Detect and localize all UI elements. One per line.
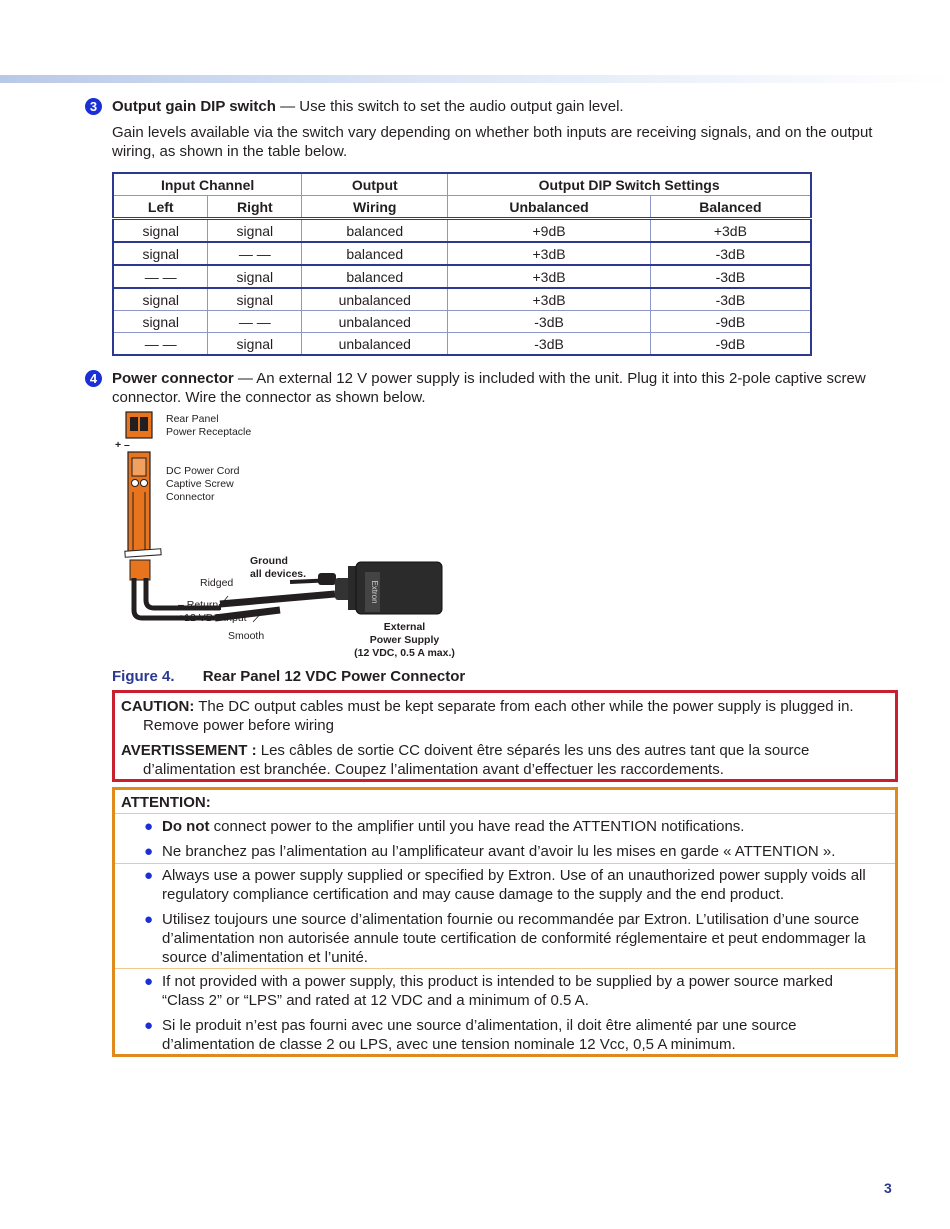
table-cell: +3dB [448, 242, 650, 265]
supply-label: External Power Supply (12 VDC, 0.5 A max.) [354, 621, 455, 659]
attention-b3-text: Always use a power supply supplied or specified by Extron. Use of an unauthorized power supply voids all regulatory compliance certification and may cause damage to the supply and the end product. [162, 867, 866, 903]
table-cell: balanced [302, 219, 448, 243]
ground-plug [318, 573, 336, 585]
table-cell: +3dB [448, 288, 650, 311]
table-row [113, 219, 811, 243]
table-row [113, 265, 811, 288]
attention-label: ATTENTION: [121, 794, 211, 811]
page-number: 3 [884, 1180, 892, 1196]
table-cell: -3dB [650, 265, 811, 288]
figure-caption [112, 668, 465, 685]
section-4-paragraph [112, 369, 892, 407]
gain-settings-table [112, 172, 812, 356]
return-input-label: – Return +12 VDC input [178, 599, 247, 624]
table-row [113, 311, 811, 333]
power-connector-figure [115, 410, 465, 660]
table-row [113, 288, 811, 311]
table-cell: +9dB [448, 219, 650, 243]
section-3-intro: — Use this switch to set the audio output gain level. [275, 98, 624, 115]
rear-panel-label: Rear Panel Power Receptacle [166, 413, 252, 438]
callout-number-4: 4 [85, 370, 102, 387]
table-cell: -3dB [448, 333, 650, 356]
col-unbalanced: Unbalanced [448, 196, 650, 219]
table-cell: — — [208, 242, 302, 265]
rear-panel-receptacle [126, 412, 152, 438]
section-4-text: — An external 12 V power supply is included with the unit. Plug it into this 2-pole captive screw connector. Wire the connector as shown below. [112, 370, 866, 406]
table-cell: -3dB [650, 288, 811, 311]
table-cell: balanced [302, 265, 448, 288]
smooth-label: Smooth [228, 630, 265, 642]
attention-b6-text: Si le produit n’est pas fourni avec une source d’alimentation, il doit être alimenté par une source d’alimentation de classe 2 ou LPS, avec une tension nominale 12 Vcc, 0,5 A minimum. [162, 1017, 797, 1053]
list-item: ● Ne branchez pas l’alimentation au l’amplificateur avant d’avoir lu les mises en garde « ATTENTION ». [144, 843, 836, 860]
avertissement-label: AVERTISSEMENT : [121, 742, 257, 759]
list-item: ● Si le produit n’est pas fourni avec une source d’alimentation, il doit être alimenté par une source d’alimentation de classe 2 ou LPS, avec une tension nominale 12 Vcc, 0,5 A minimum. [144, 1017, 797, 1053]
attention-b1-text: connect power to the amplifier until you have read the ATTENTION notifications. [209, 818, 745, 835]
col-group-dip-settings: Output DIP Switch Settings [448, 173, 811, 196]
table-row [113, 242, 811, 265]
table-cell: — — [208, 311, 302, 333]
list-item: ● If not provided with a power supply, this product is intended to be supplied by a power source marked “Class 2” or “LPS” and rated at 12 VDC and a minimum of 0.5 A. [144, 973, 833, 1009]
list-item: ● Do not connect power to the amplifier until you have read the ATTENTION notifications. [144, 818, 745, 835]
table-cell: signal [208, 288, 302, 311]
callout-number-3: 3 [85, 98, 102, 115]
list-item: ● Always use a power supply supplied or specified by Extron. Use of an unauthorized power supply voids all regulatory compliance certification and may cause damage to the supply and the end product. [144, 867, 866, 903]
avertissement-text: Les câbles de sortie CC doivent être séparés les uns des autres tant que la source d’alimentation est branchée. Coupez l’alimentation avant d’effectuer les raccordements. [143, 742, 810, 778]
table-cell: signal [113, 311, 208, 333]
table-cell: unbalanced [302, 333, 448, 356]
caution-label: CAUTION: [121, 698, 195, 715]
ridged-label: Ridged [200, 577, 234, 589]
table-cell: -3dB [448, 311, 650, 333]
table-cell: — — [113, 265, 208, 288]
table-cell: -9dB [650, 311, 811, 333]
section-3-heading [112, 97, 892, 116]
col-left: Left [113, 196, 208, 219]
col-group-input-channel: Input Channel [113, 173, 302, 196]
caution-box [112, 690, 898, 782]
section-3-paragraph: Gain levels available via the switch vary depending on whether both inputs are receiving signals, and on the output wiring, as shown in the table below. [112, 124, 873, 160]
table-cell: balanced [302, 242, 448, 265]
table-cell: signal [113, 288, 208, 311]
table-cell: unbalanced [302, 288, 448, 311]
table-cell: signal [208, 219, 302, 243]
figure-number: Figure 4. [112, 668, 175, 685]
table-cell: signal [113, 242, 208, 265]
caution-en [121, 697, 885, 735]
supply-brand-label: Extron [370, 580, 379, 604]
caution-fr [121, 741, 885, 779]
section-3-title: Output gain DIP switch [112, 98, 276, 115]
table-cell: — — [113, 333, 208, 356]
col-group-output: Output [302, 173, 448, 196]
table-cell: unbalanced [302, 311, 448, 333]
table-sub-header-row [113, 196, 811, 219]
table-cell: signal [113, 219, 208, 243]
table-cell: -3dB [650, 242, 811, 265]
attention-box [112, 787, 898, 1057]
attention-b5-text: If not provided with a power supply, this product is intended to be supplied by a power source marked “Class 2” or “LPS” and rated at 12 VDC and a minimum of 0.5 A. [162, 973, 833, 1009]
table-cell: +3dB [650, 219, 811, 243]
attention-b1-bold: Do not [162, 818, 210, 835]
header-gradient-bar [0, 75, 950, 83]
cord-connector-label: DC Power Cord Captive Screw Connector [166, 465, 240, 503]
attention-b4-text: Utilisez toujours une source d’alimentation fournie ou recommandée par Extron. L’utilisation d’une source d’alimentation non autorisée annule toute certification de conformité réglementaire et peut endommager la source d’alimentation et l’unité. [162, 911, 866, 966]
table-cell: signal [208, 333, 302, 356]
table-row [113, 333, 811, 356]
col-wiring: Wiring [302, 196, 448, 219]
attention-b2-text: Ne branchez pas l’alimentation au l’amplificateur avant d’avoir lu les mises en garde « ATTENTION ». [162, 843, 836, 860]
col-right: Right [208, 196, 302, 219]
ground-label: Ground all devices. [250, 555, 307, 580]
col-balanced: Balanced [650, 196, 811, 219]
figure-title: Rear Panel 12 VDC Power Connector [202, 668, 466, 685]
list-item: ● Utilisez toujours une source d’alimentation fournie ou recommandée par Extron. L’utilisation d’une source d’alimentation non autorisée annule toute certification de conformité réglementaire et peut endommager la source d’alimentation et l’unité. [144, 911, 866, 966]
caution-text: The DC output cables must be kept separate from each other while the power supply is plugged in. Remove power before wiring [143, 698, 854, 734]
table-cell: -9dB [650, 333, 811, 356]
table-cell: signal [208, 265, 302, 288]
polarity-label: + – [115, 439, 130, 451]
table-cell: +3dB [448, 265, 650, 288]
section-4-title: Power connector [112, 370, 234, 387]
table-group-header-row [113, 173, 811, 196]
